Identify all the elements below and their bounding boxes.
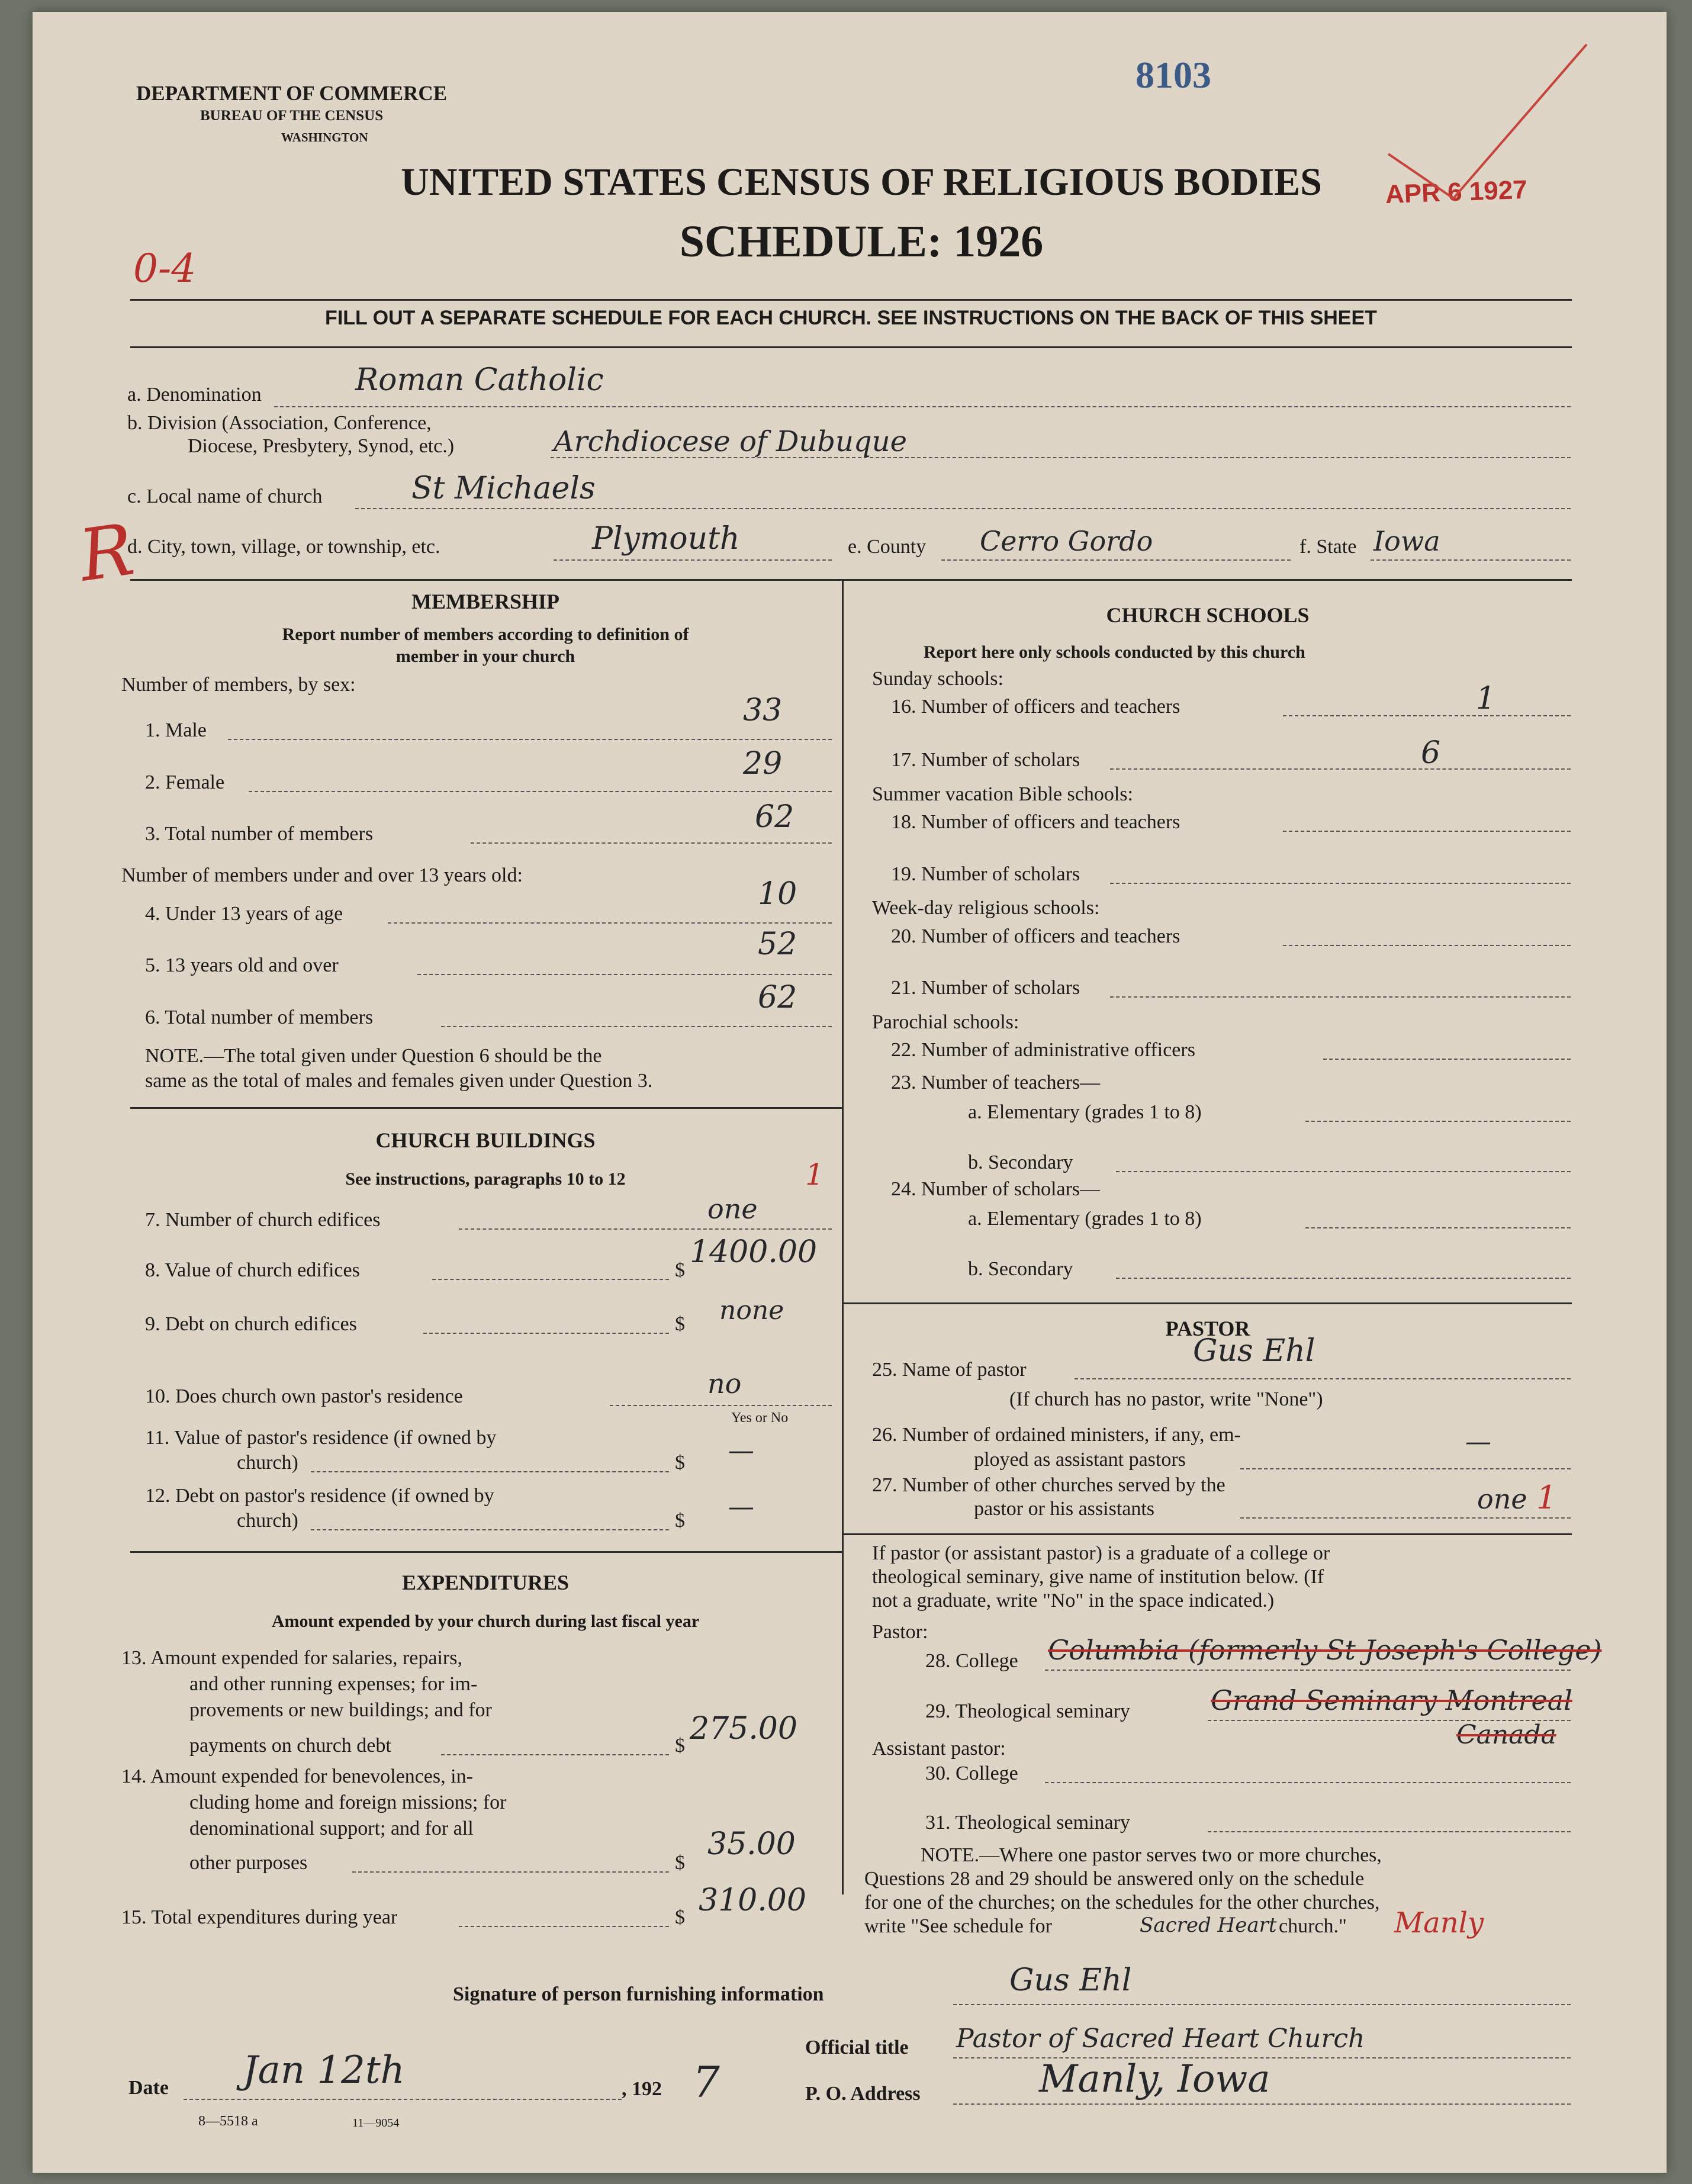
q14-label-4: other purposes (189, 1852, 308, 1874)
q15-dollar: $ (675, 1906, 685, 1928)
q28-label: 28. College (925, 1650, 1018, 1672)
print-number: 11—9054 (352, 2117, 400, 2130)
pastor-name-value: Gus Ehl (1193, 1333, 1315, 1369)
local-name-value: St Michaels (411, 471, 596, 506)
form-title: UNITED STATES CENSUS OF RELIGIOUS BODIES (401, 160, 1322, 204)
q8-value: 1400.00 (690, 1234, 818, 1270)
local-name-label: c. Local name of church (127, 485, 323, 507)
q29-value-2: Canada (1456, 1720, 1556, 1750)
q11-dollar: $ (675, 1452, 685, 1474)
po-address-value: Manly, Iowa (1039, 2057, 1270, 2101)
q17-label: 17. Number of scholars (891, 749, 1080, 771)
q4-label: 4. Under 13 years of age (145, 903, 343, 925)
q13-label-3: provements or new buildings; and for (189, 1699, 492, 1721)
buildings-subhead: See instructions, paragraphs 10 to 12 (345, 1169, 626, 1189)
q11-label: 11. Value of pastor's residence (if owned by (145, 1427, 497, 1449)
q12-label: 12. Debt on pastor's residence (if owned by (145, 1485, 494, 1507)
year-prefix: , 192 (622, 2078, 662, 2100)
q16-label: 16. Number of officers and teachers (891, 696, 1180, 718)
expenditures-subhead: Amount expended by your church during last fiscal year (271, 1612, 700, 1631)
q10-value: no (707, 1368, 742, 1400)
form-number: 8—5518 a (198, 2114, 258, 2129)
q5-value: 52 (758, 927, 797, 962)
q24-label: 24. Number of scholars— (891, 1178, 1101, 1200)
graduate-instructions-2: theological seminary, give name of institution below. (If (872, 1566, 1324, 1588)
q3-value: 62 (755, 799, 794, 835)
q22-label: 22. Number of administrative officers (891, 1039, 1195, 1061)
weekday-label: Week-day religious schools: (872, 897, 1100, 919)
summer-label: Summer vacation Bible schools: (872, 783, 1133, 805)
q14-label-3: denominational support; and for all (189, 1818, 474, 1839)
instruction-banner: FILL OUT A SEPARATE SCHEDULE FOR EACH CHURCH. SEE INSTRUCTIONS ON THE BACK OF THIS SHEET (325, 307, 1377, 329)
q1-value: 33 (743, 693, 783, 728)
q9-value: none (719, 1295, 784, 1326)
q12-label-2: church) (237, 1510, 298, 1532)
pastor-note: NOTE.—Where one pastor serves two or more churches, (921, 1844, 1382, 1866)
q27-label: 27. Number of other churches served by the (872, 1474, 1225, 1496)
denomination-value: Roman Catholic (355, 362, 604, 398)
q15-label: 15. Total expenditures during year (121, 1906, 398, 1928)
state-label: f. State (1299, 536, 1357, 558)
official-title-value: Pastor of Sacred Heart Church (956, 2024, 1365, 2054)
q20-label: 20. Number of officers and teachers (891, 925, 1180, 947)
q13-label-4: payments on church debt (189, 1735, 391, 1757)
note-code: 0-4 (133, 246, 197, 291)
q11-label-2: church) (237, 1452, 298, 1474)
q26-label: 26. Number of ordained ministers, if any, em- (872, 1424, 1241, 1446)
signature-value: Gus Ehl (1009, 1963, 1132, 1998)
membership-subhead: Report number of members according to definition of (282, 625, 689, 644)
q13-label: 13. Amount expended for salaries, repairs, (121, 1647, 462, 1669)
q3-label: 3. Total number of members (145, 823, 374, 845)
q29-value: Grand Seminary Montreal (1211, 1684, 1572, 1716)
q27-red-value: 1 (1536, 1479, 1557, 1516)
denomination-label: a. Denomination (127, 384, 262, 406)
q1-label: 1. Male (145, 719, 207, 741)
q26-value: — (1465, 1427, 1491, 1457)
q2-value: 29 (743, 746, 783, 781)
q23-label: 23. Number of teachers— (891, 1072, 1101, 1093)
bureau-label: BUREAU OF THE CENSUS (200, 108, 384, 124)
parochial-label: Parochial schools: (872, 1011, 1019, 1033)
q6-value: 62 (758, 980, 797, 1015)
q13-label-2: and other running expenses; for im- (189, 1673, 478, 1695)
q24a-label: a. Elementary (grades 1 to 8) (968, 1208, 1202, 1230)
county-value: Cerro Gordo (980, 525, 1153, 557)
membership-note: NOTE.—The total given under Question 6 should be the (145, 1045, 602, 1067)
q23a-label: a. Elementary (grades 1 to 8) (968, 1101, 1202, 1123)
schools-heading: CHURCH SCHOOLS (1106, 603, 1310, 627)
membership-note-2: same as the total of males and females given under Question 3. (145, 1070, 653, 1092)
q27-label-2: pastor or his assistants (974, 1498, 1155, 1520)
q13-value: 275.00 (690, 1711, 797, 1746)
pastor-subsection-label: Pastor: (872, 1621, 928, 1643)
q5-label: 5. 13 years old and over (145, 954, 339, 976)
pastor-note-4: write "See schedule for (864, 1915, 1052, 1937)
q25-note: (If church has no pastor, write "None") (1009, 1388, 1323, 1410)
q26-label-2: ployed as assistant pastors (974, 1449, 1186, 1471)
graduate-instructions-3: not a graduate, write "No" in the space indicated.) (872, 1590, 1275, 1612)
q7-label: 7. Number of church edifices (145, 1209, 381, 1231)
q10-label: 10. Does church own pastor's residence (145, 1385, 463, 1407)
date-label: Date (128, 2077, 169, 2099)
state-value: Iowa (1373, 525, 1440, 557)
q2-label: 2. Female (145, 771, 225, 793)
division-label-2: Diocese, Presbytery, Synod, etc.) (188, 435, 455, 457)
q25-label: 25. Name of pastor (872, 1359, 1027, 1381)
q4-value: 10 (758, 876, 797, 912)
q15-value: 310.00 (699, 1883, 806, 1918)
schedule-title: SCHEDULE: 1926 (679, 217, 1044, 266)
q9-dollar: $ (675, 1313, 685, 1335)
county-label: e. County (848, 536, 927, 558)
sunday-label: Sunday schools: (872, 668, 1003, 690)
graduate-instructions: If pastor (or assistant pastor) is a graduate of a college or (872, 1542, 1330, 1564)
q8-label: 8. Value of church edifices (145, 1259, 360, 1281)
membership-heading: MEMBERSHIP (411, 590, 559, 613)
q31-label: 31. Theological seminary (925, 1812, 1130, 1834)
q23b-label: b. Secondary (968, 1151, 1073, 1173)
year-digit: 7 (693, 2057, 720, 2107)
pastor-note-4b: church." (1279, 1915, 1347, 1937)
q8-dollar: $ (675, 1259, 685, 1281)
census-schedule-sheet (33, 12, 1667, 2173)
q28-value: Columbia (formerly St Joseph's College) (1048, 1634, 1602, 1666)
official-title-label: Official title (805, 2037, 909, 2058)
city-field-label: d. City, town, village, or township, etc. (127, 536, 440, 558)
signature-label: Signature of person furnishing information (453, 1983, 824, 2005)
red-margin-mark: R (74, 509, 139, 598)
po-address-label: P. O. Address (805, 2083, 921, 2105)
q11-value: — (728, 1436, 754, 1466)
q16-value: 1 (1476, 681, 1496, 716)
q30-label: 30. College (925, 1762, 1018, 1784)
q12-dollar: $ (675, 1510, 685, 1532)
q14-label-2: cluding home and foreign missions; for (189, 1791, 507, 1813)
pastor-note-red: Manly (1394, 1906, 1484, 1939)
department-label: DEPARTMENT OF COMMERCE (136, 82, 448, 105)
stamp-number: 8103 (1135, 54, 1211, 96)
q13-dollar: $ (675, 1735, 685, 1757)
schools-subhead: Report here only schools conducted by this church (924, 642, 1305, 662)
by-sex-label: Number of members, by sex: (121, 674, 356, 696)
by-age-label: Number of members under and over 13 years old: (121, 864, 523, 886)
city-value: Plymouth (592, 521, 740, 557)
q6-label: 6. Total number of members (145, 1006, 374, 1028)
q24b-label: b. Secondary (968, 1258, 1073, 1280)
pastor-note-fill: Sacred Heart (1140, 1913, 1277, 1937)
q14-dollar: $ (675, 1852, 685, 1874)
q12-value: — (728, 1492, 754, 1522)
q7-red-value: 1 (805, 1157, 824, 1192)
pastor-note-2: Questions 28 and 29 should be answered only on the schedule (864, 1868, 1365, 1890)
expenditures-heading: EXPENDITURES (401, 1571, 570, 1594)
city-label: WASHINGTON (281, 130, 368, 144)
q29-label: 29. Theological seminary (925, 1700, 1130, 1722)
q18-label: 18. Number of officers and teachers (891, 811, 1180, 833)
q14-value: 35.00 (707, 1826, 796, 1862)
division-value: Archdiocese of Dubuque (554, 425, 907, 458)
q21-label: 21. Number of scholars (891, 977, 1080, 999)
pastor-heading: PASTOR (1165, 1317, 1250, 1340)
buildings-heading: CHURCH BUILDINGS (375, 1128, 596, 1152)
membership-subhead-2: member in your church (395, 646, 575, 666)
assistant-subsection-label: Assistant pastor: (872, 1738, 1006, 1760)
received-date-stamp: APR 6 1927 (1385, 175, 1528, 210)
pastor-note-3: for one of the churches; on the schedules for the other churches, (864, 1892, 1380, 1913)
q27-value: one (1477, 1483, 1527, 1515)
division-label: b. Division (Association, Conference, (127, 412, 432, 434)
date-value: Jan 12th (243, 2048, 405, 2092)
q14-label: 14. Amount expended for benevolences, in- (121, 1765, 473, 1787)
q17-value: 6 (1421, 735, 1441, 771)
q9-label: 9. Debt on church edifices (145, 1313, 357, 1335)
q7-value: one (707, 1193, 758, 1225)
q19-label: 19. Number of scholars (891, 863, 1080, 885)
yes-or-no-hint: Yes or No (731, 1410, 789, 1426)
